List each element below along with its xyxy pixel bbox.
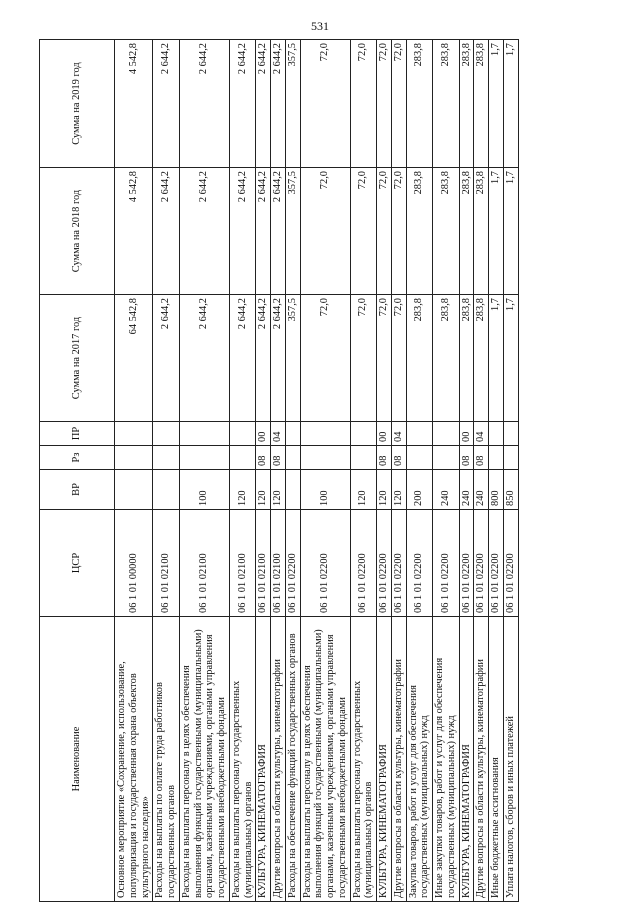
cell-name: КУЛЬТУРА, КИНЕМАТОГРАФИЯ — [459, 617, 474, 902]
cell-vr — [285, 470, 300, 510]
cell-name: КУЛЬТУРА, КИНЕМАТОГРАФИЯ — [377, 617, 392, 902]
cell-vr: 120 — [271, 470, 286, 510]
cell-sum-2018: 2 644,2 — [229, 168, 256, 295]
cell-csr: 06 1 01 02100 — [271, 510, 286, 617]
column-header-pr: ПР — [40, 422, 115, 446]
cell-sum-2018: 72,0 — [391, 168, 406, 295]
cell-rz: 08 — [256, 446, 271, 470]
cell-sum-2019: 283,8 — [433, 40, 460, 168]
cell-name: Иные закупки товаров, работ и услуг для обеспечения государственных (муниципальных) нужд — [433, 617, 460, 902]
cell-rz — [285, 446, 300, 470]
cell-csr: 06 1 01 02200 — [285, 510, 300, 617]
cell-vr: 240 — [459, 470, 474, 510]
cell-vr: 100 — [300, 470, 350, 510]
table-row — [503, 40, 518, 902]
cell-vr — [115, 470, 153, 510]
cell-pr — [229, 422, 256, 446]
table-row — [115, 40, 153, 902]
budget-table — [39, 39, 519, 902]
cell-sum-2017: 2 644,2 — [153, 295, 180, 422]
cell-rz: 08 — [377, 446, 392, 470]
cell-vr: 850 — [503, 470, 518, 510]
cell-sum-2017: 2 644,2 — [179, 295, 229, 422]
column-header-sum-2017: Сумма на 2017 год — [40, 295, 115, 422]
column-header-csr: ЦСР — [40, 510, 115, 617]
cell-sum-2018: 283,8 — [433, 168, 460, 295]
cell-csr: 06 1 01 02200 — [377, 510, 392, 617]
cell-sum-2017: 1,7 — [489, 295, 504, 422]
cell-name: Расходы на выплаты персоналу государственных (муниципальных) органов — [350, 617, 377, 902]
cell-name: Расходы на обеспечение функций государственных органов — [285, 617, 300, 902]
cell-rz: 08 — [391, 446, 406, 470]
cell-name: Расходы на выплаты персоналу в целях обеспечения выполнения функций государственными (муниципальными) органами, казенными учреждениями, органами управления государственными внебюджетными фондами — [300, 617, 350, 902]
table-row — [489, 40, 504, 902]
cell-pr — [433, 422, 460, 446]
table-row — [271, 40, 286, 902]
cell-pr — [406, 422, 433, 446]
cell-sum-2017: 72,0 — [350, 295, 377, 422]
cell-sum-2018: 1,7 — [503, 168, 518, 295]
cell-pr — [153, 422, 180, 446]
cell-sum-2018: 2 644,2 — [153, 168, 180, 295]
cell-sum-2019: 283,8 — [406, 40, 433, 168]
cell-sum-2018: 283,8 — [459, 168, 474, 295]
cell-sum-2018: 72,0 — [350, 168, 377, 295]
cell-sum-2017: 2 644,2 — [229, 295, 256, 422]
cell-vr: 120 — [350, 470, 377, 510]
cell-rz: 08 — [474, 446, 489, 470]
column-header-vr: ВР — [40, 470, 115, 510]
cell-rz: 08 — [271, 446, 286, 470]
cell-pr: 04 — [474, 422, 489, 446]
cell-sum-2017: 1,7 — [503, 295, 518, 422]
cell-name: Закупка товаров, работ и услуг для обеспечения государственных (муниципальных) нужд — [406, 617, 433, 902]
cell-rz: 08 — [459, 446, 474, 470]
cell-sum-2017: 72,0 — [391, 295, 406, 422]
cell-csr: 06 1 01 02100 — [229, 510, 256, 617]
table-row — [377, 40, 392, 902]
cell-vr: 800 — [489, 470, 504, 510]
cell-sum-2019: 4 542,8 — [115, 40, 153, 168]
table-row — [153, 40, 180, 902]
cell-sum-2019: 1,7 — [489, 40, 504, 168]
cell-sum-2019: 2 644,2 — [153, 40, 180, 168]
cell-csr: 06 1 01 02200 — [391, 510, 406, 617]
table-row — [474, 40, 489, 902]
cell-sum-2017: 283,8 — [433, 295, 460, 422]
cell-sum-2018: 72,0 — [300, 168, 350, 295]
cell-rz — [350, 446, 377, 470]
cell-sum-2018: 72,0 — [377, 168, 392, 295]
cell-sum-2017: 2 644,2 — [271, 295, 286, 422]
cell-rz — [179, 446, 229, 470]
cell-sum-2017: 64 542,8 — [115, 295, 153, 422]
cell-name: Иные бюджетные ассигнования — [489, 617, 504, 902]
cell-name: КУЛЬТУРА, КИНЕМАТОГРАФИЯ — [256, 617, 271, 902]
cell-vr: 240 — [474, 470, 489, 510]
cell-csr: 06 1 01 00000 — [115, 510, 153, 617]
cell-sum-2017: 2 644,2 — [256, 295, 271, 422]
table-header-row — [40, 40, 115, 902]
cell-sum-2017: 357,5 — [285, 295, 300, 422]
cell-csr: 06 1 01 02200 — [350, 510, 377, 617]
cell-sum-2017: 72,0 — [377, 295, 392, 422]
cell-sum-2018: 2 644,2 — [179, 168, 229, 295]
cell-csr: 06 1 01 02200 — [433, 510, 460, 617]
cell-pr: 00 — [256, 422, 271, 446]
cell-rz — [489, 446, 504, 470]
cell-sum-2019: 72,0 — [300, 40, 350, 168]
cell-sum-2018: 2 644,2 — [271, 168, 286, 295]
cell-pr: 04 — [391, 422, 406, 446]
cell-name: Другие вопросы в области культуры, кинематографии — [474, 617, 489, 902]
cell-csr: 06 1 01 02200 — [474, 510, 489, 617]
cell-pr — [489, 422, 504, 446]
cell-rz — [503, 446, 518, 470]
cell-rz — [115, 446, 153, 470]
cell-name: Другие вопросы в области культуры, кинематографии — [271, 617, 286, 902]
cell-csr: 06 1 01 02100 — [179, 510, 229, 617]
cell-sum-2019: 72,0 — [391, 40, 406, 168]
cell-vr: 240 — [433, 470, 460, 510]
cell-sum-2019: 283,8 — [474, 40, 489, 168]
column-header-sum-2018: Сумма на 2018 год — [40, 168, 115, 295]
cell-vr: 120 — [377, 470, 392, 510]
table-row — [391, 40, 406, 902]
cell-pr: 00 — [459, 422, 474, 446]
cell-name: Расходы на выплаты по оплате труда работников государственных органов — [153, 617, 180, 902]
cell-pr — [503, 422, 518, 446]
cell-csr: 06 1 01 02100 — [256, 510, 271, 617]
cell-name: Основное мероприятие «Сохранение, использование, популяризация и государственная охрана объектов культурного наследия» — [115, 617, 153, 902]
table-row — [406, 40, 433, 902]
cell-csr: 06 1 01 02200 — [300, 510, 350, 617]
cell-vr: 200 — [406, 470, 433, 510]
cell-sum-2017: 283,8 — [406, 295, 433, 422]
cell-pr — [350, 422, 377, 446]
cell-sum-2018: 283,8 — [474, 168, 489, 295]
table-row — [229, 40, 256, 902]
cell-vr: 100 — [179, 470, 229, 510]
cell-pr — [300, 422, 350, 446]
cell-name: Расходы на выплаты персоналу государственных (муниципальных) органов — [229, 617, 256, 902]
cell-sum-2018: 283,8 — [406, 168, 433, 295]
cell-sum-2019: 72,0 — [377, 40, 392, 168]
cell-rz — [433, 446, 460, 470]
cell-csr: 06 1 01 02100 — [153, 510, 180, 617]
cell-sum-2018: 357,5 — [285, 168, 300, 295]
cell-sum-2019: 2 644,2 — [229, 40, 256, 168]
cell-sum-2017: 72,0 — [300, 295, 350, 422]
column-header-sum-2019: Сумма на 2019 год — [40, 40, 115, 168]
cell-rz — [300, 446, 350, 470]
table-body — [115, 40, 519, 902]
cell-sum-2018: 2 644,2 — [256, 168, 271, 295]
cell-sum-2019: 357,5 — [285, 40, 300, 168]
cell-rz — [229, 446, 256, 470]
cell-rz — [153, 446, 180, 470]
rotated-table-wrapper — [39, 40, 559, 902]
cell-sum-2019: 1,7 — [503, 40, 518, 168]
cell-sum-2017: 283,8 — [459, 295, 474, 422]
cell-sum-2017: 283,8 — [474, 295, 489, 422]
cell-sum-2019: 2 644,2 — [179, 40, 229, 168]
cell-csr: 06 1 01 02200 — [406, 510, 433, 617]
cell-vr: 120 — [391, 470, 406, 510]
column-header-rz: Рз — [40, 446, 115, 470]
table-row — [300, 40, 350, 902]
cell-name: Другие вопросы в области культуры, кинематографии — [391, 617, 406, 902]
cell-pr: 00 — [377, 422, 392, 446]
cell-pr: 04 — [271, 422, 286, 446]
cell-sum-2018: 4 542,8 — [115, 168, 153, 295]
cell-sum-2019: 283,8 — [459, 40, 474, 168]
cell-pr — [179, 422, 229, 446]
cell-rz — [406, 446, 433, 470]
table-row — [459, 40, 474, 902]
table-row — [350, 40, 377, 902]
cell-csr: 06 1 01 02200 — [459, 510, 474, 617]
cell-csr: 06 1 01 02200 — [489, 510, 504, 617]
page-number: 531 — [311, 19, 329, 33]
cell-sum-2019: 2 644,2 — [271, 40, 286, 168]
cell-name: Расходы на выплаты персоналу в целях обеспечения выполнения функций государственными (муниципальными) органами, казенными учреждениями, органами управления государственными внебюджетными фондами — [179, 617, 229, 902]
cell-pr — [115, 422, 153, 446]
cell-sum-2019: 2 644,2 — [256, 40, 271, 168]
cell-sum-2019: 72,0 — [350, 40, 377, 168]
cell-vr — [153, 470, 180, 510]
cell-vr: 120 — [256, 470, 271, 510]
cell-sum-2018: 1,7 — [489, 168, 504, 295]
cell-csr: 06 1 01 02200 — [503, 510, 518, 617]
cell-vr: 120 — [229, 470, 256, 510]
cell-name: Уплата налогов, сборов и иных платежей — [503, 617, 518, 902]
table-row — [433, 40, 460, 902]
cell-pr — [285, 422, 300, 446]
table-row — [285, 40, 300, 902]
column-header-name: Наименование — [40, 617, 115, 902]
table-row — [256, 40, 271, 902]
table-row — [179, 40, 229, 902]
